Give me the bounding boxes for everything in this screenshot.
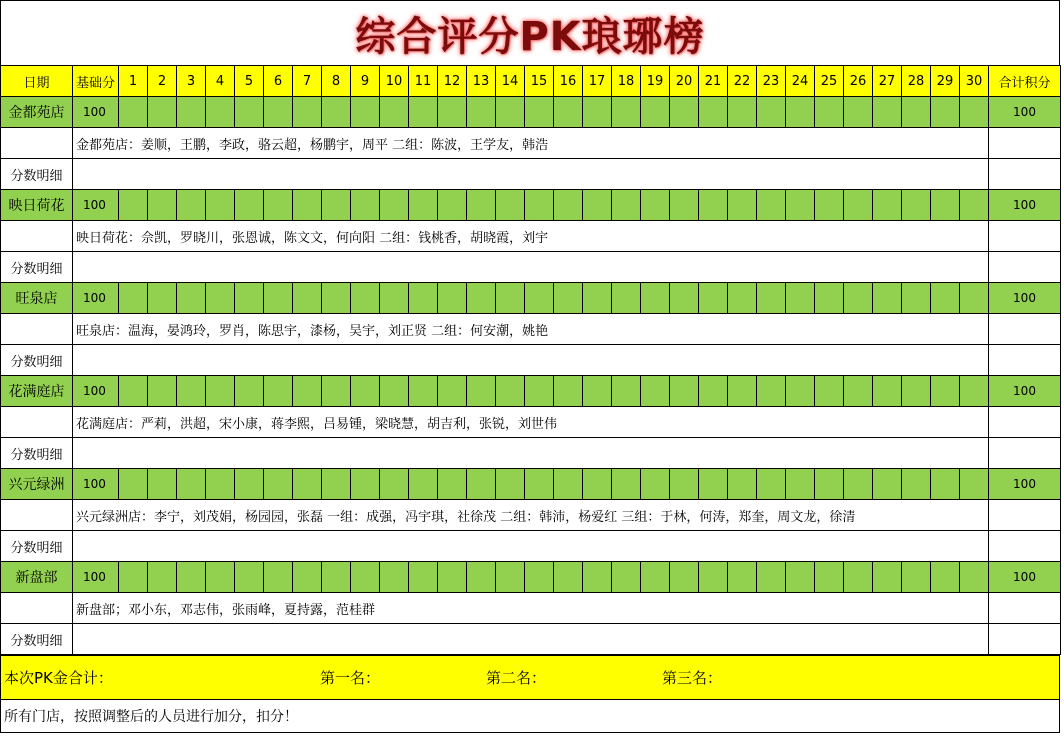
day-score-cell[interactable] xyxy=(960,190,989,221)
day-header-6[interactable]: 6 xyxy=(264,66,293,97)
day-score-cell[interactable] xyxy=(902,97,931,128)
day-score-cell[interactable] xyxy=(206,376,235,407)
day-score-cell[interactable] xyxy=(670,283,699,314)
total-score-cell[interactable]: 100 xyxy=(989,469,1061,500)
day-score-cell[interactable] xyxy=(351,562,380,593)
day-score-cell[interactable] xyxy=(786,376,815,407)
day-score-cell[interactable] xyxy=(438,190,467,221)
day-score-cell[interactable] xyxy=(612,190,641,221)
base-score-header[interactable]: 基础分 xyxy=(73,66,119,97)
day-score-cell[interactable] xyxy=(960,97,989,128)
day-score-cell[interactable] xyxy=(612,283,641,314)
day-score-cell[interactable] xyxy=(902,376,931,407)
day-score-cell[interactable] xyxy=(293,283,322,314)
day-score-cell[interactable] xyxy=(670,190,699,221)
store-members-row xyxy=(1,593,1061,624)
day-score-cell[interactable] xyxy=(264,469,293,500)
empty-total-cell[interactable] xyxy=(989,128,1061,159)
day-score-cell[interactable] xyxy=(583,562,612,593)
day-score-cell[interactable] xyxy=(554,562,583,593)
store-members-row xyxy=(1,500,1061,531)
day-score-cell[interactable] xyxy=(757,469,786,500)
day-header-23[interactable]: 23 xyxy=(757,66,786,97)
day-header-10[interactable]: 10 xyxy=(380,66,409,97)
day-score-cell[interactable] xyxy=(177,190,206,221)
day-score-cell[interactable] xyxy=(177,97,206,128)
day-score-cell[interactable] xyxy=(177,376,206,407)
score-detail-label[interactable]: 分数明细 xyxy=(1,624,73,655)
day-score-cell[interactable] xyxy=(554,190,583,221)
day-score-cell[interactable] xyxy=(409,190,438,221)
day-score-cell[interactable] xyxy=(119,190,148,221)
day-score-cell[interactable] xyxy=(177,562,206,593)
day-score-cell[interactable] xyxy=(235,469,264,500)
empty-total-cell[interactable] xyxy=(989,531,1061,562)
empty-total-cell[interactable] xyxy=(989,221,1061,252)
day-score-cell[interactable] xyxy=(496,190,525,221)
day-score-cell[interactable] xyxy=(409,469,438,500)
day-score-cell[interactable] xyxy=(902,190,931,221)
score-detail-label[interactable]: 分数明细 xyxy=(1,345,73,376)
day-score-cell[interactable] xyxy=(728,190,757,221)
day-score-cell[interactable] xyxy=(380,190,409,221)
day-score-cell[interactable] xyxy=(554,376,583,407)
day-score-cell[interactable] xyxy=(496,376,525,407)
day-score-cell[interactable] xyxy=(612,469,641,500)
day-score-cell[interactable] xyxy=(409,97,438,128)
day-score-cell[interactable] xyxy=(699,376,728,407)
empty-total-cell[interactable] xyxy=(989,624,1061,655)
day-score-cell[interactable] xyxy=(844,562,873,593)
empty-label-cell[interactable] xyxy=(1,407,73,438)
score-detail-cell[interactable] xyxy=(73,345,989,376)
store-score-row xyxy=(1,97,1061,128)
day-score-cell[interactable] xyxy=(728,97,757,128)
day-score-cell[interactable] xyxy=(931,190,960,221)
empty-total-cell[interactable] xyxy=(989,407,1061,438)
store-members-row xyxy=(1,128,1061,159)
day-score-cell[interactable] xyxy=(177,283,206,314)
day-score-cell[interactable] xyxy=(931,376,960,407)
day-header-12[interactable]: 12 xyxy=(438,66,467,97)
day-score-cell[interactable] xyxy=(641,376,670,407)
day-score-cell[interactable] xyxy=(786,97,815,128)
day-score-cell[interactable] xyxy=(873,283,902,314)
store-members-cell[interactable]: 花满庭店：严莉，洪超，宋小康，蒋李熙，吕易锺，梁晓慧，胡吉利，张锐，刘世伟 xyxy=(73,407,989,438)
day-score-cell[interactable] xyxy=(380,376,409,407)
empty-total-cell[interactable] xyxy=(989,345,1061,376)
day-score-cell[interactable] xyxy=(583,376,612,407)
day-score-cell[interactable] xyxy=(206,469,235,500)
store-name[interactable]: 映日荷花 xyxy=(1,190,73,221)
sheet-title: 综合评分PK琅琊榜 xyxy=(355,13,705,60)
day-header-26[interactable]: 26 xyxy=(844,66,873,97)
score-detail-row xyxy=(1,345,1061,376)
day-header-4[interactable]: 4 xyxy=(206,66,235,97)
day-header-16[interactable]: 16 xyxy=(554,66,583,97)
day-score-cell[interactable] xyxy=(148,469,177,500)
store-score-row xyxy=(1,190,1061,221)
base-score-cell[interactable]: 100 xyxy=(73,562,119,593)
day-score-cell[interactable] xyxy=(235,376,264,407)
day-score-cell[interactable] xyxy=(728,562,757,593)
day-score-cell[interactable] xyxy=(873,376,902,407)
footer-table xyxy=(0,655,1060,733)
score-detail-cell[interactable] xyxy=(73,624,989,655)
day-score-cell[interactable] xyxy=(119,562,148,593)
day-score-cell[interactable] xyxy=(467,190,496,221)
day-score-cell[interactable] xyxy=(380,469,409,500)
day-score-cell[interactable] xyxy=(670,376,699,407)
day-score-cell[interactable] xyxy=(148,283,177,314)
day-score-cell[interactable] xyxy=(496,469,525,500)
day-score-cell[interactable] xyxy=(583,190,612,221)
day-score-cell[interactable] xyxy=(148,376,177,407)
day-score-cell[interactable] xyxy=(148,190,177,221)
empty-total-cell[interactable] xyxy=(989,500,1061,531)
score-detail-row xyxy=(1,531,1061,562)
score-detail-label[interactable]: 分数明细 xyxy=(1,252,73,283)
day-score-cell[interactable] xyxy=(786,469,815,500)
day-header-17[interactable]: 17 xyxy=(583,66,612,97)
day-score-cell[interactable] xyxy=(206,562,235,593)
day-score-cell[interactable] xyxy=(525,376,554,407)
day-score-cell[interactable] xyxy=(438,376,467,407)
day-score-cell[interactable] xyxy=(380,562,409,593)
day-score-cell[interactable] xyxy=(206,283,235,314)
day-score-cell[interactable] xyxy=(670,469,699,500)
store-name[interactable]: 兴元绿洲 xyxy=(1,469,73,500)
day-score-cell[interactable] xyxy=(815,97,844,128)
day-score-cell[interactable] xyxy=(873,469,902,500)
day-score-cell[interactable] xyxy=(641,562,670,593)
empty-total-cell[interactable] xyxy=(989,438,1061,469)
day-score-cell[interactable] xyxy=(960,469,989,500)
day-header-25[interactable]: 25 xyxy=(815,66,844,97)
day-header-14[interactable]: 14 xyxy=(496,66,525,97)
day-score-cell[interactable] xyxy=(148,562,177,593)
day-score-cell[interactable] xyxy=(409,376,438,407)
day-score-cell[interactable] xyxy=(786,283,815,314)
day-score-cell[interactable] xyxy=(322,283,351,314)
day-header-29[interactable]: 29 xyxy=(931,66,960,97)
third-place-label: 第三名： xyxy=(662,669,723,687)
date-header[interactable]: 日期 xyxy=(1,66,73,97)
score-detail-cell[interactable] xyxy=(73,438,989,469)
day-header-1[interactable]: 1 xyxy=(119,66,148,97)
day-score-cell[interactable] xyxy=(902,562,931,593)
day-score-cell[interactable] xyxy=(322,376,351,407)
score-detail-row xyxy=(1,159,1061,190)
day-score-cell[interactable] xyxy=(873,97,902,128)
note-cell[interactable]: 所有门店，按照调整后的人员进行加分，扣分！ xyxy=(1,700,1060,733)
score-table xyxy=(0,65,1061,655)
day-header-9[interactable]: 9 xyxy=(351,66,380,97)
day-score-cell[interactable] xyxy=(699,97,728,128)
day-score-cell[interactable] xyxy=(322,469,351,500)
store-score-row xyxy=(1,283,1061,314)
day-score-cell[interactable] xyxy=(815,190,844,221)
day-score-cell[interactable] xyxy=(960,283,989,314)
store-members-cell[interactable]: 金都苑店：姜顺，王鹏，李政，骆云超，杨鹏宇，周平 二组：陈波，王学友，韩浩 xyxy=(73,128,989,159)
day-score-cell[interactable] xyxy=(844,190,873,221)
day-score-cell[interactable] xyxy=(438,469,467,500)
day-score-cell[interactable] xyxy=(699,469,728,500)
store-score-row xyxy=(1,376,1061,407)
day-score-cell[interactable] xyxy=(583,283,612,314)
base-score-cell[interactable]: 100 xyxy=(73,190,119,221)
total-score-cell[interactable]: 100 xyxy=(989,190,1061,221)
day-score-cell[interactable] xyxy=(931,97,960,128)
day-score-cell[interactable] xyxy=(235,190,264,221)
day-score-cell[interactable] xyxy=(293,190,322,221)
day-score-cell[interactable] xyxy=(119,376,148,407)
day-score-cell[interactable] xyxy=(670,97,699,128)
day-score-cell[interactable] xyxy=(641,283,670,314)
day-header-30[interactable]: 30 xyxy=(960,66,989,97)
day-header-27[interactable]: 27 xyxy=(873,66,902,97)
day-header-21[interactable]: 21 xyxy=(699,66,728,97)
day-score-cell[interactable] xyxy=(322,97,351,128)
store-members-cell[interactable]: 兴元绿洲店：李宁，刘茂娟，杨园园，张磊 一组：成强，冯宇琪，社徐茂 二组：韩沛，杨爱红 三组：于林，何涛，郑奎，周文龙，徐清 xyxy=(73,500,989,531)
base-score-cell[interactable]: 100 xyxy=(73,469,119,500)
day-score-cell[interactable] xyxy=(177,469,206,500)
day-score-cell[interactable] xyxy=(206,190,235,221)
base-score-cell[interactable]: 100 xyxy=(73,97,119,128)
store-members-cell[interactable]: 旺泉店：温海，晏鸿玲，罗肖，陈思宇，漆杨，吴宇，刘正贤 二组：何安潮，姚艳 xyxy=(73,314,989,345)
day-score-cell[interactable] xyxy=(380,283,409,314)
day-score-cell[interactable] xyxy=(931,283,960,314)
day-header-15[interactable]: 15 xyxy=(525,66,554,97)
day-score-cell[interactable] xyxy=(467,283,496,314)
day-header-8[interactable]: 8 xyxy=(322,66,351,97)
day-score-cell[interactable] xyxy=(380,97,409,128)
day-score-cell[interactable] xyxy=(264,190,293,221)
store-name[interactable]: 旺泉店 xyxy=(1,283,73,314)
pk-total-label: 本次PK金合计： xyxy=(4,669,113,687)
score-detail-label[interactable]: 分数明细 xyxy=(1,531,73,562)
day-score-cell[interactable] xyxy=(351,469,380,500)
day-header-22[interactable]: 22 xyxy=(728,66,757,97)
second-place-label: 第二名： xyxy=(486,669,547,687)
store-members-row xyxy=(1,221,1061,252)
total-score-header[interactable]: 合计积分 xyxy=(989,66,1061,97)
base-score-cell[interactable]: 100 xyxy=(73,283,119,314)
day-score-cell[interactable] xyxy=(583,469,612,500)
store-name[interactable]: 金都苑店 xyxy=(1,97,73,128)
day-score-cell[interactable] xyxy=(525,97,554,128)
score-detail-label[interactable]: 分数明细 xyxy=(1,159,73,190)
empty-total-cell[interactable] xyxy=(989,159,1061,190)
day-score-cell[interactable] xyxy=(844,97,873,128)
day-score-cell[interactable] xyxy=(728,469,757,500)
day-score-cell[interactable] xyxy=(815,469,844,500)
day-score-cell[interactable] xyxy=(264,283,293,314)
day-score-cell[interactable] xyxy=(873,190,902,221)
day-score-cell[interactable] xyxy=(235,283,264,314)
store-name[interactable]: 花满庭店 xyxy=(1,376,73,407)
day-score-cell[interactable] xyxy=(351,283,380,314)
total-score-cell[interactable]: 100 xyxy=(989,562,1061,593)
pk-summary-cell[interactable] xyxy=(1,656,1060,700)
day-score-cell[interactable] xyxy=(293,562,322,593)
day-score-cell[interactable] xyxy=(844,376,873,407)
day-score-cell[interactable] xyxy=(264,562,293,593)
day-score-cell[interactable] xyxy=(815,376,844,407)
day-score-cell[interactable] xyxy=(815,562,844,593)
day-score-cell[interactable] xyxy=(351,376,380,407)
day-score-cell[interactable] xyxy=(119,283,148,314)
day-header-20[interactable]: 20 xyxy=(670,66,699,97)
score-detail-cell[interactable] xyxy=(73,159,989,190)
day-score-cell[interactable] xyxy=(612,562,641,593)
day-score-cell[interactable] xyxy=(612,97,641,128)
pk-summary-row xyxy=(1,656,1060,700)
score-detail-cell[interactable] xyxy=(73,252,989,283)
note-row xyxy=(1,700,1060,733)
day-score-cell[interactable] xyxy=(641,190,670,221)
day-header-13[interactable]: 13 xyxy=(467,66,496,97)
day-score-cell[interactable] xyxy=(757,376,786,407)
store-score-row xyxy=(1,469,1061,500)
day-score-cell[interactable] xyxy=(873,562,902,593)
day-score-cell[interactable] xyxy=(931,469,960,500)
day-score-cell[interactable] xyxy=(409,283,438,314)
day-score-cell[interactable] xyxy=(757,562,786,593)
score-detail-row xyxy=(1,438,1061,469)
day-score-cell[interactable] xyxy=(525,562,554,593)
day-score-cell[interactable] xyxy=(699,283,728,314)
day-header-11[interactable]: 11 xyxy=(409,66,438,97)
day-score-cell[interactable] xyxy=(119,97,148,128)
store-members-row xyxy=(1,314,1061,345)
store-members-cell[interactable]: 新盘部；邓小东，邓志伟，张雨峰，夏持露，范桂群 xyxy=(73,593,989,624)
empty-label-cell[interactable] xyxy=(1,314,73,345)
empty-label-cell[interactable] xyxy=(1,500,73,531)
day-score-cell[interactable] xyxy=(554,283,583,314)
empty-label-cell[interactable] xyxy=(1,221,73,252)
day-score-cell[interactable] xyxy=(496,283,525,314)
empty-label-cell[interactable] xyxy=(1,593,73,624)
day-score-cell[interactable] xyxy=(960,376,989,407)
day-header-28[interactable]: 28 xyxy=(902,66,931,97)
store-score-row xyxy=(1,562,1061,593)
day-score-cell[interactable] xyxy=(670,562,699,593)
day-score-cell[interactable] xyxy=(583,97,612,128)
day-score-cell[interactable] xyxy=(467,562,496,593)
day-score-cell[interactable] xyxy=(699,190,728,221)
title-row xyxy=(0,0,1060,65)
day-score-cell[interactable] xyxy=(641,469,670,500)
day-score-cell[interactable] xyxy=(699,562,728,593)
day-score-cell[interactable] xyxy=(264,97,293,128)
day-score-cell[interactable] xyxy=(786,562,815,593)
total-score-cell[interactable]: 100 xyxy=(989,283,1061,314)
day-header-3[interactable]: 3 xyxy=(177,66,206,97)
day-score-cell[interactable] xyxy=(409,562,438,593)
day-score-cell[interactable] xyxy=(467,97,496,128)
day-score-cell[interactable] xyxy=(525,469,554,500)
empty-total-cell[interactable] xyxy=(989,593,1061,624)
empty-total-cell[interactable] xyxy=(989,252,1061,283)
score-detail-row xyxy=(1,624,1061,655)
day-score-cell[interactable] xyxy=(293,469,322,500)
day-header-2[interactable]: 2 xyxy=(148,66,177,97)
score-detail-cell[interactable] xyxy=(73,531,989,562)
day-score-cell[interactable] xyxy=(960,562,989,593)
day-score-cell[interactable] xyxy=(844,469,873,500)
day-score-cell[interactable] xyxy=(612,376,641,407)
day-score-cell[interactable] xyxy=(757,190,786,221)
day-score-cell[interactable] xyxy=(728,376,757,407)
day-score-cell[interactable] xyxy=(467,376,496,407)
day-score-cell[interactable] xyxy=(786,190,815,221)
day-score-cell[interactable] xyxy=(438,562,467,593)
total-score-cell[interactable]: 100 xyxy=(989,376,1061,407)
day-score-cell[interactable] xyxy=(119,469,148,500)
day-score-cell[interactable] xyxy=(293,97,322,128)
score-detail-row xyxy=(1,252,1061,283)
day-score-cell[interactable] xyxy=(525,190,554,221)
day-header-19[interactable]: 19 xyxy=(641,66,670,97)
day-header-18[interactable]: 18 xyxy=(612,66,641,97)
empty-total-cell[interactable] xyxy=(989,314,1061,345)
day-score-cell[interactable] xyxy=(322,190,351,221)
day-score-cell[interactable] xyxy=(264,376,293,407)
day-score-cell[interactable] xyxy=(902,469,931,500)
day-score-cell[interactable] xyxy=(148,97,177,128)
day-score-cell[interactable] xyxy=(467,469,496,500)
store-members-row xyxy=(1,407,1061,438)
day-score-cell[interactable] xyxy=(438,283,467,314)
first-place-label: 第一名： xyxy=(320,669,381,687)
day-header-7[interactable]: 7 xyxy=(293,66,322,97)
total-score-cell[interactable]: 100 xyxy=(989,97,1061,128)
day-score-cell[interactable] xyxy=(757,97,786,128)
day-score-cell[interactable] xyxy=(438,97,467,128)
day-score-cell[interactable] xyxy=(554,97,583,128)
store-members-cell[interactable]: 映日荷花：佘凯，罗晓川，张恩诚，陈文文，何向阳 二组：钱桃香，胡晓霞，刘宇 xyxy=(73,221,989,252)
score-detail-label[interactable]: 分数明细 xyxy=(1,438,73,469)
day-score-cell[interactable] xyxy=(235,97,264,128)
store-name[interactable]: 新盘部 xyxy=(1,562,73,593)
day-score-cell[interactable] xyxy=(815,283,844,314)
day-score-cell[interactable] xyxy=(641,97,670,128)
base-score-cell[interactable]: 100 xyxy=(73,376,119,407)
day-header-24[interactable]: 24 xyxy=(786,66,815,97)
day-score-cell[interactable] xyxy=(554,469,583,500)
day-score-cell[interactable] xyxy=(728,283,757,314)
day-score-cell[interactable] xyxy=(351,97,380,128)
day-score-cell[interactable] xyxy=(525,283,554,314)
day-score-cell[interactable] xyxy=(351,190,380,221)
day-score-cell[interactable] xyxy=(931,562,960,593)
day-header-5[interactable]: 5 xyxy=(235,66,264,97)
empty-label-cell[interactable] xyxy=(1,128,73,159)
day-score-cell[interactable] xyxy=(322,562,351,593)
day-score-cell[interactable] xyxy=(206,97,235,128)
day-score-cell[interactable] xyxy=(902,283,931,314)
day-score-cell[interactable] xyxy=(757,283,786,314)
header-row xyxy=(1,66,1061,97)
day-score-cell[interactable] xyxy=(496,562,525,593)
day-score-cell[interactable] xyxy=(844,283,873,314)
day-score-cell[interactable] xyxy=(496,97,525,128)
day-score-cell[interactable] xyxy=(293,376,322,407)
day-score-cell[interactable] xyxy=(235,562,264,593)
